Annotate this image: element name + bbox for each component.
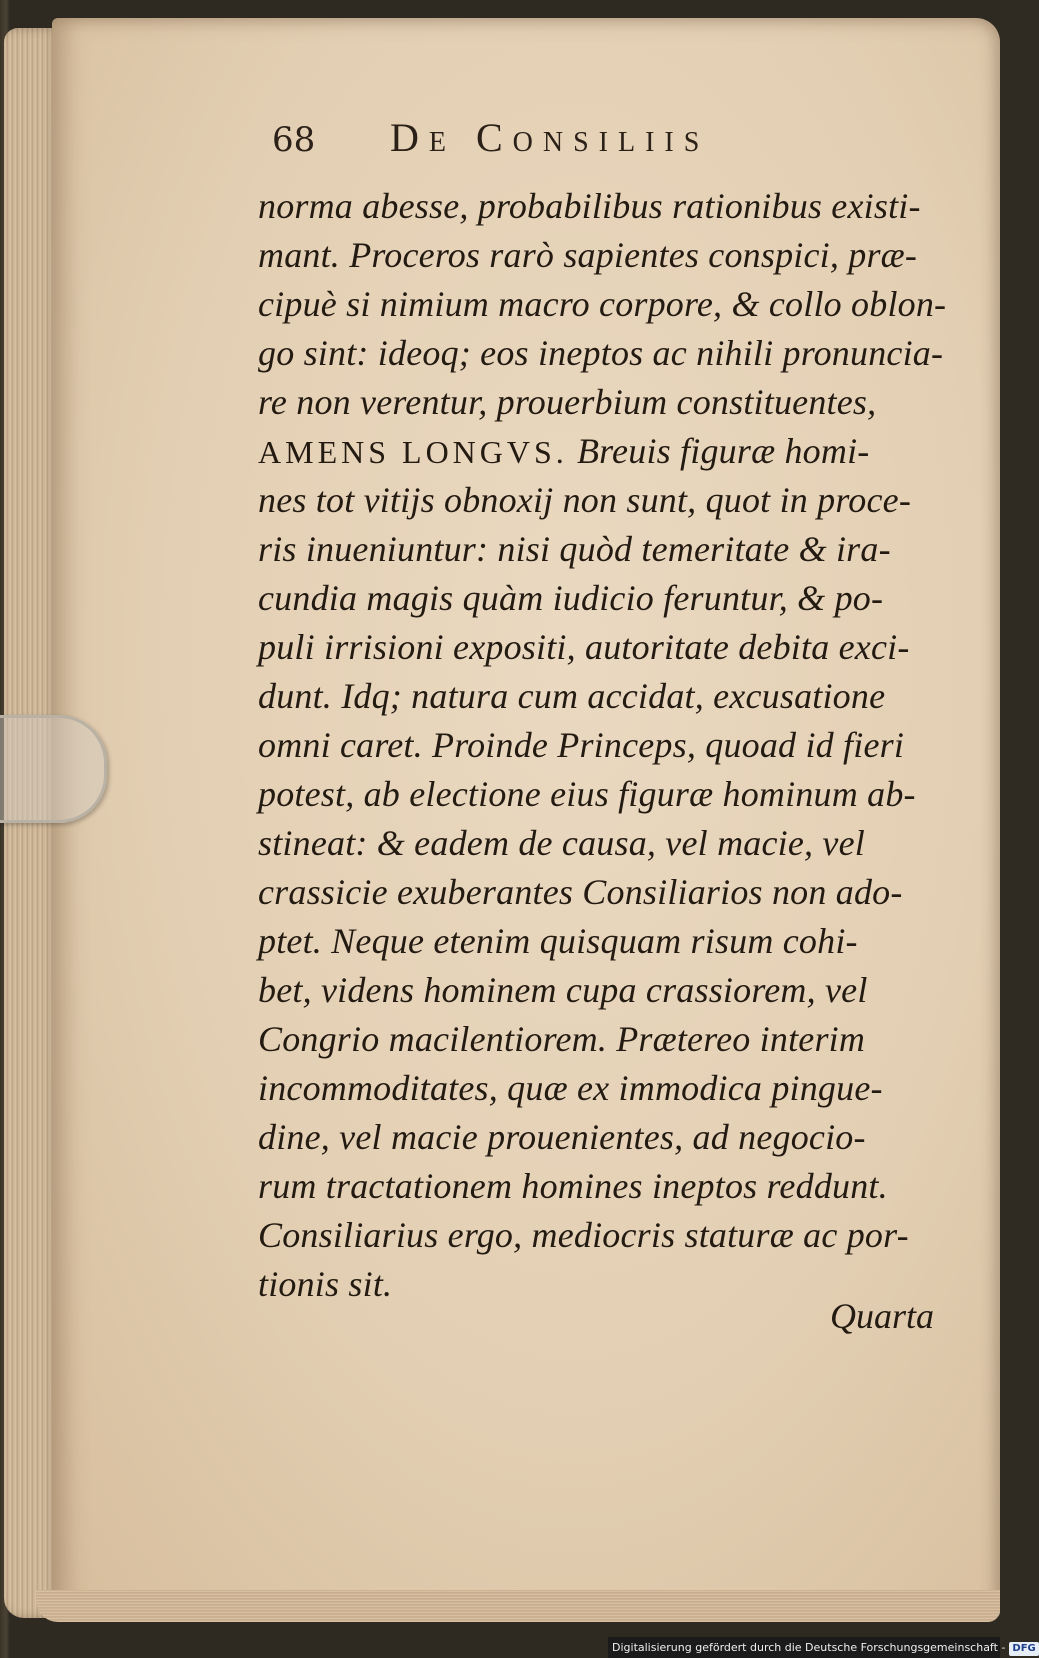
text-line: potest, ab electione eius figuræ hominum ab- xyxy=(258,774,916,814)
credit-text: Digitalisierung gefördert durch die Deutsche Forschungsgemeinschaft - xyxy=(612,1641,1006,1654)
text-line: dine, vel macie prouenientes, ad negocio- xyxy=(258,1117,866,1157)
text-line: omni caret. Proinde Princeps, quoad id fieri xyxy=(258,725,905,765)
text-line: rum tractationem homines ineptos reddunt. xyxy=(258,1166,888,1206)
text-line: Consiliarius ergo, mediocris staturæ ac por- xyxy=(258,1215,909,1255)
text-line: re non verentur, prouerbium constituentes, xyxy=(258,382,877,422)
caps-line-rest: Breuis figuræ homi- xyxy=(567,431,870,471)
text-line: nes tot vitijs obnoxij non sunt, quot in proce- xyxy=(258,480,912,520)
text-line: cipuè si nimium macro corpore, & collo oblon- xyxy=(258,284,947,324)
text-line-caps xyxy=(258,427,958,476)
text-line: ptet. Neque etenim quisquam risum cohi- xyxy=(258,921,858,961)
text-line: tionis sit. xyxy=(258,1264,393,1304)
text-line: incommoditates, quæ ex immodica pingue- xyxy=(258,1068,883,1108)
catchword: Quarta xyxy=(830,1296,935,1336)
text-line: cundia magis quàm iudicio feruntur, & po- xyxy=(258,578,884,618)
text-line: crassicie exuberantes Consiliarios non ado- xyxy=(258,872,903,912)
text-line: mant. Proceros rarò sapientes conspici, præ- xyxy=(258,235,918,275)
text-line: norma abesse, probabilibus rationibus existi- xyxy=(258,186,921,226)
running-title: De Consiliis xyxy=(390,115,710,160)
text-line: ris inueniuntur: nisi quòd temeritate & ira- xyxy=(258,529,891,569)
text-line: go sint: ideoq; eos ineptos ac nihili pronuncia- xyxy=(258,333,944,373)
body-text xyxy=(258,182,958,1309)
page-number: 68 xyxy=(272,120,316,160)
text-line: puli irrisioni expositi, autoritate debita exci- xyxy=(258,627,910,667)
text-line: bet, videns hominem cupa crassiorem, vel xyxy=(258,970,868,1010)
text-line: Congrio macilentiorem. Prætereo interim xyxy=(258,1019,866,1059)
dfg-logo: DFG xyxy=(1009,1642,1038,1656)
page-header xyxy=(272,112,872,172)
caps-phrase: AMENS LONGVS. xyxy=(258,434,568,470)
page-clip xyxy=(0,715,107,823)
digitization-credit-bar xyxy=(608,1637,1036,1658)
text-line: dunt. Idq; natura cum accidat, excusatione xyxy=(258,676,886,716)
text-line: stineat: & eadem de causa, vel macie, vel xyxy=(258,823,865,863)
book-bottom-edge xyxy=(36,1590,1000,1622)
